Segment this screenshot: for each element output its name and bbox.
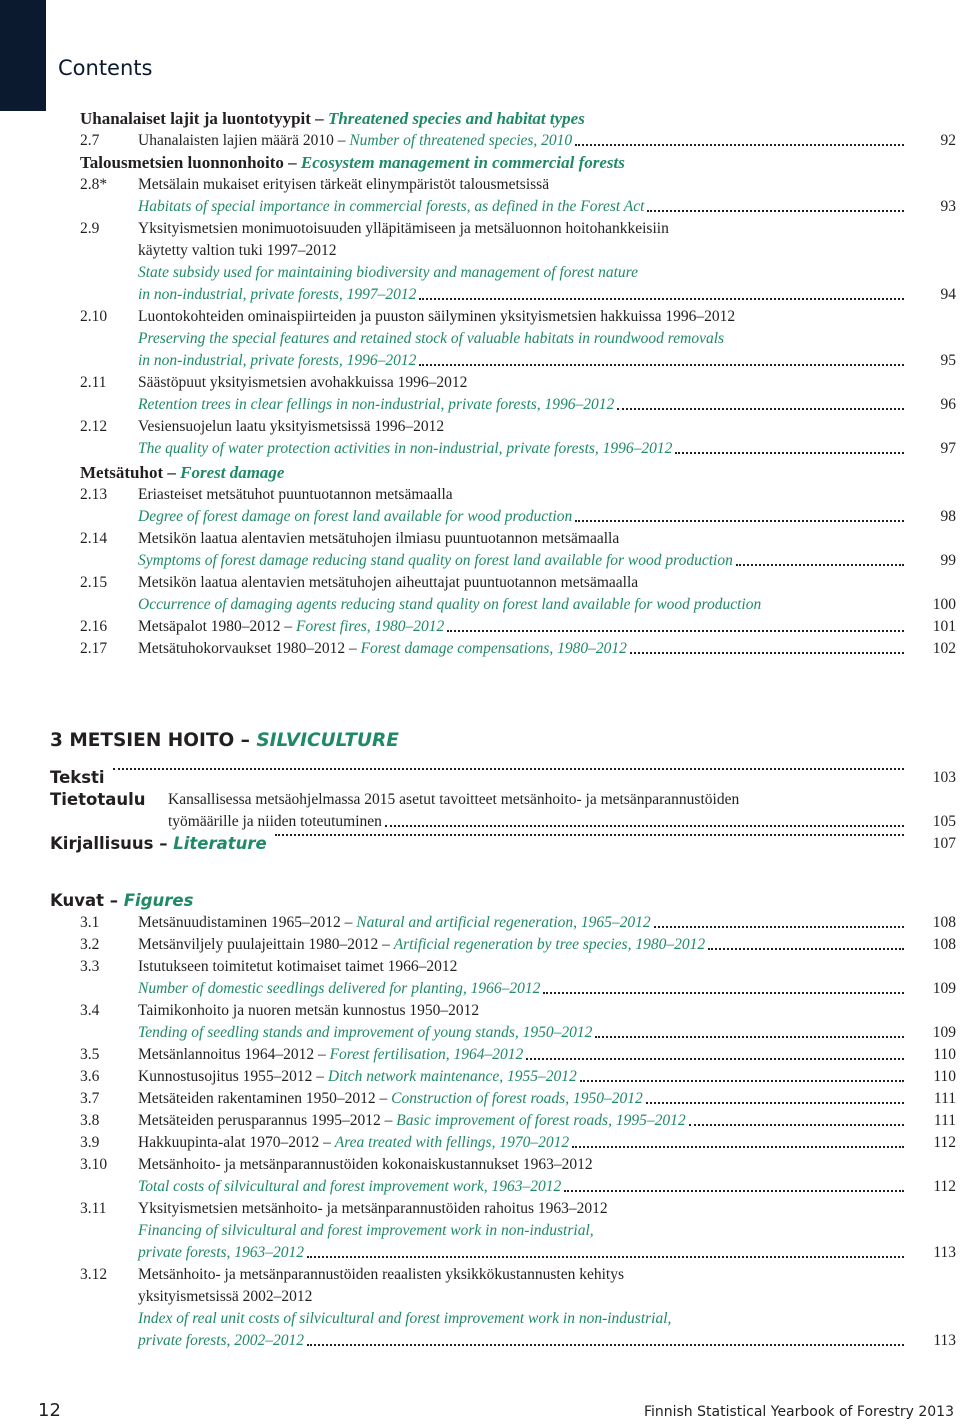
page-ref: 101 [932,618,956,635]
toc-entry-3-10[interactable]: 3.10 Metsänhoito- ja metsänparannustöiden kokonaiskustannukset 1963–2012 Total costs of silvicultural and forest improvement work, 1963–2012 112 [0,1154,960,1198]
chapter-3-front-matter [0,767,960,855]
leader-dots [275,833,904,836]
toc-entry-tietotaulu[interactable]: Tietotaulu Kansallisessa metsäohjelmassa 2015 asetut tavoitteet metsänhoito- ja metsänparannustöiden työmäärille ja niiden toteutuminen 105 [0,789,960,833]
toc-entry-2-11[interactable]: 2.11 Säästöpuut yksityismetsien avohakkuissa 1996–2012 Retention trees in clear fellings in non-industrial, private forests, 1996–2012 96 [0,372,960,416]
toc-entry-2-14[interactable]: 2.14 Metsikön laatua alentavien metsätuhojen ilmiasu puuntuotannon metsämaalla Symptoms of forest damage reducing stand quality on forest land available for wood production 99 [0,528,960,572]
section-heading: Talousmetsien luonnonhoito – Ecosystem management in commercial forests [80,153,625,172]
page-ref: 113 [933,1244,956,1261]
section-ecosystem-management [0,152,960,460]
leader-dots [419,363,904,366]
page-ref: 94 [940,286,956,303]
section-threatened-species [0,108,960,152]
toc-entry-2-13[interactable]: 2.13 Eriasteiset metsätuhot puuntuotannon metsämaalla Degree of forest damage on forest land available for wood production 98 [0,484,960,528]
toc-entry-3-5[interactable]: 3.5 Metsänlannoitus 1964–2012 – Forest fertilisation, 1964–2012 110 [0,1044,960,1066]
section-heading: Uhanalaiset lajit ja luontotyypit – Threatened species and habitat types [80,109,585,128]
page-ref: 93 [940,198,956,215]
toc-entry-2-16[interactable]: 2.16 Metsäpalot 1980–2012 – Forest fires, 1980–2012 101 [0,616,960,638]
leader-dots [572,1145,904,1148]
toc-entry-kirjallisuus[interactable] [0,833,960,855]
leader-dots [617,407,904,410]
toc-entry-3-4[interactable]: 3.4 Taimikonhoito ja nuoren metsän kunnostus 1950–2012 Tending of seedling stands and improvement of young stands, 1950–2012 109 [0,1000,960,1044]
page-ref: 112 [933,1178,956,1195]
leader-dots [543,991,904,994]
leader-dots [447,629,904,632]
page-ref: 111 [933,1112,956,1129]
page-ref: 100 [932,596,956,613]
page-ref: 103 [932,769,956,786]
toc-entry-2-17[interactable]: 2.17 Metsätuhokorvaukset 1980–2012 – Forest damage compensations, 1980–2012 102 [0,638,960,660]
leader-dots [526,1057,904,1060]
page-ref: 102 [932,640,956,657]
toc-entry-2-9[interactable]: 2.9 Yksityismetsien monimuotoisuuden ylläpitämiseen ja metsäluonnon hoitohankkeisiin käytetty valtion tuki 1997–2012 State subsidy used for maintaining biodiversity and management of forest nature in non-industrial, private forests, 1997–2012 94 [0,218,960,306]
toc-entry-3-7[interactable]: 3.7 Metsäteiden rakentaminen 1950–2012 – Construction of forest roads, 1950–2012 111 [0,1088,960,1110]
leader-dots [419,297,904,300]
kirjallisuus-label: Kirjallisuus – Literature [50,834,267,853]
leader-dots [307,1343,904,1346]
leader-dots [564,1189,904,1192]
page-title: Contents [58,56,153,80]
toc-entry-3-1[interactable]: 3.1 Metsänuudistaminen 1965–2012 – Natural and artificial regeneration, 1965–2012 108 [0,912,960,934]
page-ref: 110 [933,1046,956,1063]
page-ref: 108 [932,936,956,953]
toc-entry-3-12[interactable]: 3.12 Metsänhoito- ja metsänparannustöiden reaalisten yksikkökustannusten kehitys yksityismetsissä 2002–2012 Index of real unit costs of silvicultural and forest improvement work in non-industrial, private forests, 2002–2012 113 [0,1264,960,1352]
leader-dots [575,519,904,522]
page-ref: 95 [940,352,956,369]
teksti-label: Teksti [50,768,105,787]
toc-entry-3-11[interactable]: 3.11 Yksityismetsien metsänhoito- ja metsänparannustöiden rahoitus 1963–2012 Financing of silvicultural and forest improvement work in non-industrial, private forests, 1963–2012 113 [0,1198,960,1264]
toc-entry-3-3[interactable]: 3.3 Istutukseen toimitetut kotimaiset taimet 1966–2012 Number of domestic seedlings delivered for planting, 1966–2012 109 [0,956,960,1000]
page-ref: 105 [932,813,956,830]
toc-entry-3-6[interactable]: 3.6 Kunnostusojitus 1955–2012 – Ditch network maintenance, 1955–2012 110 [0,1066,960,1088]
leader-dots [307,1255,904,1258]
page-ref: 92 [940,132,956,149]
section-heading: Metsätuhot – Forest damage [80,463,285,482]
header-tab-bar [0,0,46,111]
leader-dots [113,767,904,770]
page-ref: 110 [933,1068,956,1085]
leader-dots [580,1079,904,1082]
leader-dots [675,451,904,454]
leader-dots [646,1101,904,1104]
toc-entry-2-10[interactable]: 2.10 Luontokohteiden ominaispiirteiden ja puuston säilyminen yksityismetsien hakkuissa 1996–2012 Preserving the special features and retained stock of valuable habitats in roundwood removals in non-industrial, private forests, 1996–2012 95 [0,306,960,372]
page-ref: 96 [940,396,956,413]
toc-entry-2-8[interactable]: 2.8* Metsälain mukaiset erityisen tärkeät elinympäristöt talousmetsissä Habitats of special importance in commercial forests, as defined in the Forest Act 93 [0,174,960,218]
page-ref: 109 [932,980,956,997]
leader-dots [689,1123,904,1126]
toc-entry-2-12[interactable]: 2.12 Vesiensuojelun laatu yksityismetsissä 1996–2012 The quality of water protection activities in non-industrial, private forests, 1996–2012 97 [0,416,960,460]
toc-entry-3-8[interactable]: 3.8 Metsäteiden perusparannus 1995–2012 – Basic improvement of forest roads, 1995–2012 111 [0,1110,960,1132]
toc-entry-2-15[interactable]: 2.15 Metsikön laatua alentavien metsätuhojen aiheuttajat puuntuotannon metsämaalla Occurrence of damaging agents reducing stand quality on forest land available for wood production 100 [0,572,960,616]
toc-entry-teksti[interactable] [0,767,960,789]
leader-dots [647,209,904,212]
footer-page-number: 12 [38,1400,61,1421]
leader-dots [708,947,904,950]
leader-dots [575,143,904,146]
leader-dots [385,824,904,827]
footer-publication-title: Finnish Statistical Yearbook of Forestry 2013 [643,1404,954,1420]
leader-dots [630,651,904,654]
figures-heading: Kuvat – Figures [50,891,194,910]
section-figures [0,890,960,1352]
page-ref: 111 [933,1090,956,1107]
leader-dots [736,563,904,566]
leader-dots [595,1035,904,1038]
page-ref: 99 [940,552,956,569]
tietotaulu-label: Tietotaulu [50,790,146,809]
toc-entry-3-9[interactable]: 3.9 Hakkuupinta-alat 1970–2012 – Area treated with fellings, 1970–2012 112 [0,1132,960,1154]
page-ref: 107 [932,835,956,852]
page-ref: 109 [932,1024,956,1041]
toc-entry-2-7[interactable]: 2.7 Uhanalaisten lajien määrä 2010 – Number of threatened species, 2010 92 [0,130,960,152]
page-ref: 112 [933,1134,956,1151]
chapter-heading: 3 METSIEN HOITO – SILVICULTURE [50,730,399,751]
page-ref: 97 [940,440,956,457]
section-forest-damage [0,462,960,660]
toc-entry-3-2[interactable]: 3.2 Metsänviljely puulajeittain 1980–2012 – Artificial regeneration by tree species, 1980–2012 108 [0,934,960,956]
leader-dots [654,925,904,928]
page-ref: 98 [940,508,956,525]
page-ref: 108 [932,914,956,931]
page-ref: 113 [933,1332,956,1349]
